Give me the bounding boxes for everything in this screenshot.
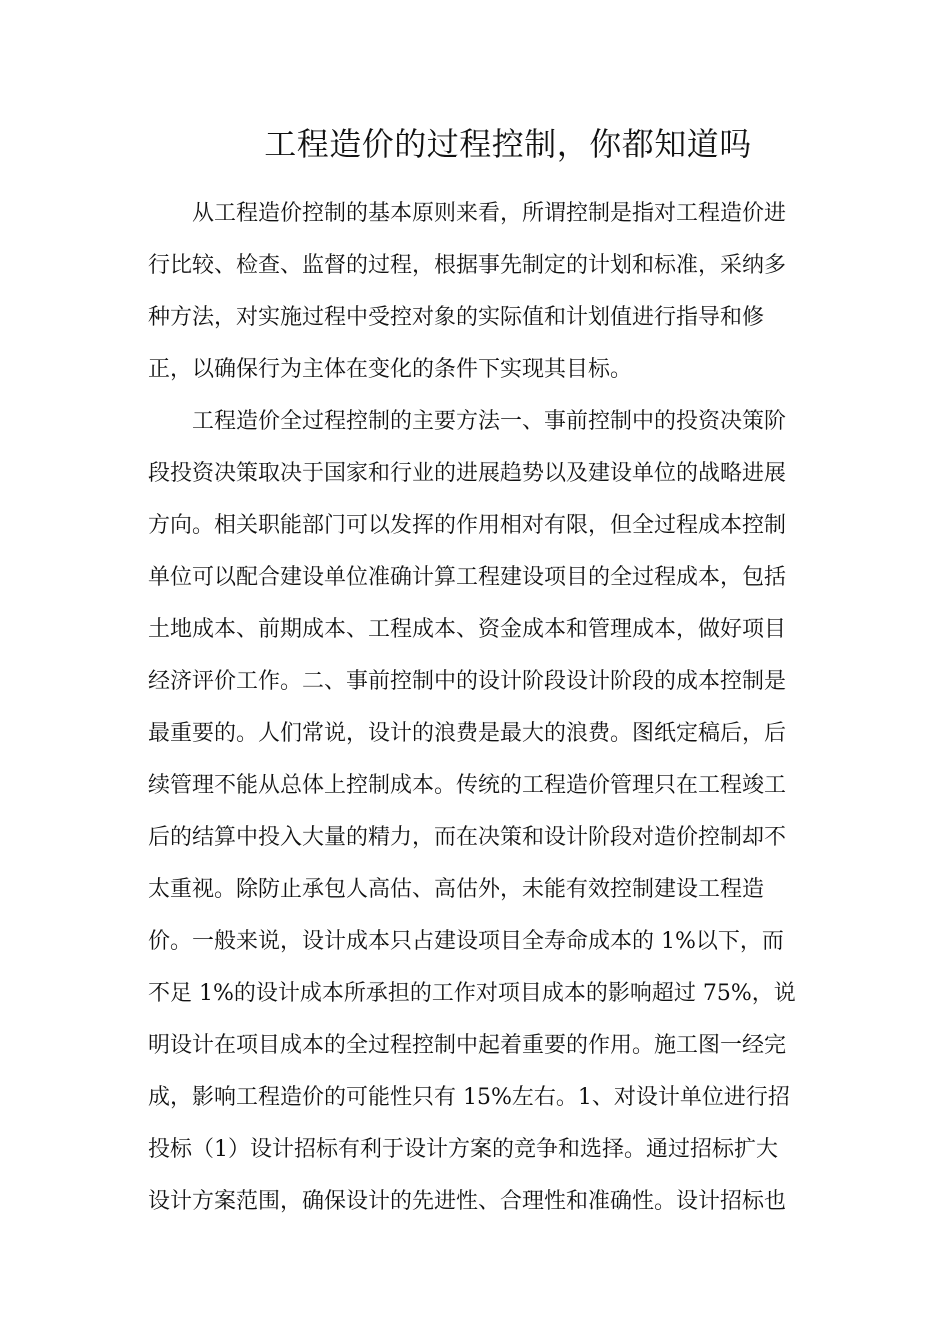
paragraph-line: 最重要的。人们常说，设计的浪费是最大的浪费。图纸定稿后，后: [148, 721, 787, 746]
paragraph-line: 工程造价全过程控制的主要方法一、事前控制中的投资决策阶: [192, 409, 787, 434]
paragraph-1: [148, 188, 798, 396]
paragraph-line: 不足 1%的设计成本所承担的工作对项目成本的影响超过 75%，说: [148, 981, 796, 1006]
paragraph-line: 种方法，对实施过程中受控对象的实际值和计划值进行指导和修: [148, 305, 765, 330]
paragraph-line: 设计方案范围，确保设计的先进性、合理性和准确性。设计招标也: [148, 1189, 787, 1214]
paragraph-line: 续管理不能从总体上控制成本。传统的工程造价管理只在工程竣工: [148, 773, 787, 798]
paragraph-line: 太重视。除防止承包人高估、高估外，未能有效控制建设工程造: [148, 877, 765, 902]
document-title: 工程造价的过程控制，你都知道吗: [264, 125, 752, 163]
paragraph-line: 土地成本、前期成本、工程成本、资金成本和管理成本，做好项目: [148, 617, 787, 642]
paragraph-line: 投标（1）设计招标有利于设计方案的竞争和选择。通过招标扩大: [148, 1137, 778, 1162]
paragraph-line: 段投资决策取决于国家和行业的进展趋势以及建设单位的战略进展: [148, 461, 787, 486]
paragraph-2: [148, 396, 798, 1228]
paragraph-line: 单位可以配合建设单位准确计算工程建设项目的全过程成本，包括: [148, 565, 787, 590]
paragraph-line: 行比较、检查、监督的过程，根据事先制定的计划和标准，采纳多: [148, 253, 787, 278]
paragraph-line: 从工程造价控制的基本原则来看，所谓控制是指对工程造价进: [192, 201, 787, 226]
paragraph-line: 经济评价工作。二、事前控制中的设计阶段设计阶段的成本控制是: [148, 669, 787, 694]
paragraph-line: 方向。相关职能部门可以发挥的作用相对有限，但全过程成本控制: [148, 513, 787, 538]
paragraph-line: 正，以确保行为主体在变化的条件下实现其目标。: [148, 357, 633, 382]
paragraph-line: 成，影响工程造价的可能性只有 15%左右。1、对设计单位进行招: [148, 1085, 790, 1110]
paragraph-line: 明设计在项目成本的全过程控制中起着重要的作用。施工图一经完: [148, 1033, 787, 1058]
paragraph-line: 后的结算中投入大量的精力，而在决策和设计阶段对造价控制却不: [148, 825, 787, 850]
paragraph-line: 价。一般来说，设计成本只占建设项目全寿命成本的 1%以下，而: [148, 929, 784, 954]
